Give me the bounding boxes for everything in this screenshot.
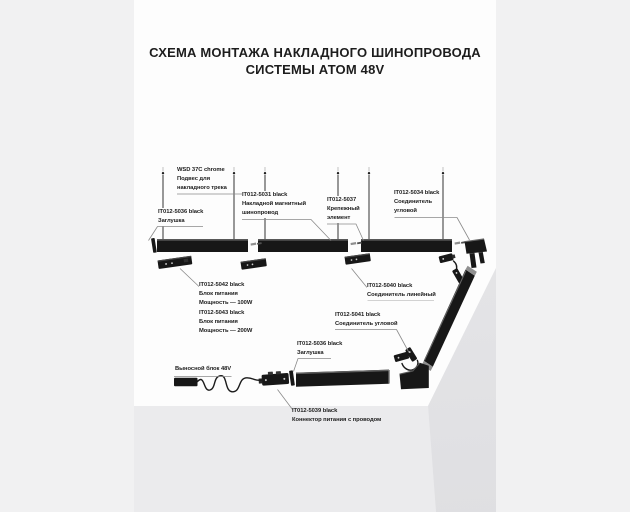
leader-endcap-top: [149, 227, 204, 241]
leader-endcap-bottom: [294, 359, 332, 372]
title-line-2: СИСТЕМЫ АТОМ 48V: [245, 61, 385, 77]
label-linear-connector: IT012-5040 black Соединитель линейный: [367, 282, 436, 300]
corner-feed-connector: [439, 253, 465, 284]
page-title: [134, 45, 496, 78]
busbar-segment-3: [361, 239, 452, 252]
label-suspension: WSD 37C chrome Подвес для накладного трека: [177, 166, 227, 194]
leader-corner-top: [395, 218, 470, 241]
suspension-wire: [368, 167, 370, 240]
suspension-wire: [442, 167, 444, 240]
leader-mount: [327, 224, 364, 241]
busbar-segment-1: [157, 239, 248, 252]
label-psu-200w: IT012-5043 black Блок питания Мощность — 200W: [199, 309, 252, 337]
label-feed-connector: IT012-5039 black Коннектор питания с проводом: [292, 408, 382, 424]
end-cap-bottom: [289, 370, 295, 386]
label-mount: IT012-5037 Крепежный элемент: [327, 196, 360, 224]
mounting-clip: [455, 241, 466, 245]
label-busbar: IT012-5031 black Накладной магнитный шинопровод: [242, 191, 306, 219]
corner-connector-top: [465, 239, 488, 268]
leader-corner-bottom: [335, 330, 409, 353]
busbar-segment-2: [258, 239, 348, 252]
label-remote-driver: Выносной блок 48V: [175, 365, 232, 372]
feed-connector: [258, 371, 289, 386]
mounting-clip: [351, 241, 362, 245]
label-endcap-top: IT012-5036 black Заглушка: [158, 208, 203, 226]
corner-connector-bottom: [394, 347, 429, 389]
label-corner-top: IT012-5034 black Соединитель угловой: [394, 189, 439, 217]
title-line-1: СХЕМА МОНТАЖА НАКЛАДНОГО ШИНОПРОВОДА: [149, 45, 481, 60]
suspension-wire: [233, 167, 235, 240]
power-supply-unit-2: [241, 258, 267, 269]
label-psu-100w: IT012-5042 black Блок питания Мощность — 100W: [199, 281, 252, 309]
label-corner-bottom: IT012-5041 black Соединитель угловой: [335, 311, 397, 329]
driver-cable: [198, 376, 262, 392]
suspension-wire: [162, 167, 164, 240]
leader-feed-conn: [278, 390, 293, 410]
remote-driver-box: [174, 378, 198, 386]
power-supply-unit-1: [158, 256, 193, 269]
leader-linear-conn: [352, 269, 368, 288]
end-cap-top: [151, 238, 157, 253]
linear-connector: [345, 253, 371, 264]
leader-busbar: [242, 220, 331, 241]
label-endcap-bottom: IT012-5036 black Заглушка: [297, 340, 342, 358]
leader-psu: [180, 269, 200, 288]
busbar-segment-bottom: [296, 370, 389, 387]
